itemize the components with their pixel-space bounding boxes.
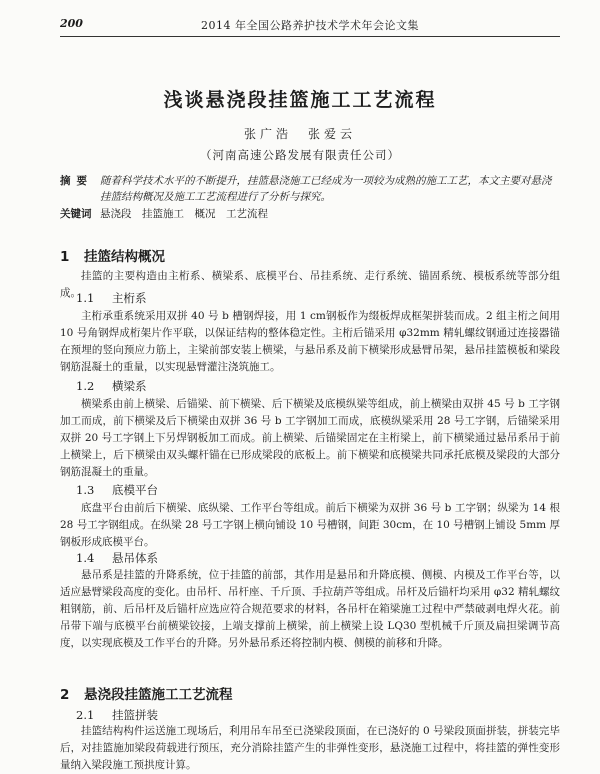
- keywords: [60, 206, 560, 222]
- keywords-text: 悬浇段 挂篮施工 概况 工艺流程: [100, 208, 268, 220]
- subsection-number: 1.3: [76, 483, 95, 497]
- paragraph: 底盘平台由前后下横梁、底纵梁、工作平台等组成。前后下横梁为双拼 36 号 b 工字钢；纵梁为 14 根 28 号工字钢组成。在纵梁 28 号工字钢上横向铺设 10 号槽钢，间距 30cm，在 10 号槽钢上铺设 5mm 厚钢板形成底模平台。: [60, 502, 560, 548]
- running-header: [60, 14, 560, 37]
- section-intro: 挂篮的主要构造由主桁系、横梁系、底模平台、吊挂系统、走行系统、锚固系统、模板系统等部分组成。: [60, 270, 560, 299]
- subsection-heading: [76, 550, 158, 566]
- abstract-text: 随着科学技术水平的不断提升，挂篮悬浇施工已经成为一项较为成熟的施工工艺，本文主要对悬浇挂篮结构概况及施工工艺流程进行了分析与探究。: [100, 175, 552, 203]
- paragraph: 悬吊系是挂篮的升降系统，位于挂篮的前部，其作用是悬吊和升降底模、侧模、内模及工作平台等，以适应悬臂梁段高度的变化。由吊杆、吊杆座、千斤顶、手拉葫芦等组成。吊杆及后锚杆均采用 φ32 精轧螺纹粗钢筋，前、后吊杆及后锚杆应选应符合规范要求的材料，各吊杆在箱梁施工过程中严禁破剥电焊火花。前吊带下端与底模平台前横梁铰接，上端支撑前上横梁，前上横梁上设 LQ30 型机械千斤顶及扁担梁调节高度，以实现底模及工作平台的升降。另外悬吊系还将控制内模、侧模的前移和升降。: [60, 569, 560, 649]
- section-title: 挂篮结构概况: [84, 249, 165, 265]
- subsection-heading: [76, 707, 158, 723]
- subsection-number: 1.2: [76, 379, 95, 393]
- subsection-title: 挂篮拼装: [112, 708, 158, 722]
- subsection-heading: [76, 378, 147, 394]
- subsection-number: 1.4: [76, 551, 95, 565]
- section-number: 2: [60, 687, 70, 703]
- abstract: [60, 173, 560, 205]
- keywords-label: 关键词: [60, 208, 92, 220]
- section-title: 悬浇段挂篮施工工艺流程: [84, 687, 233, 703]
- paragraph: 挂篮结构构件运送施工现场后，利用吊车吊至已浇梁段顶面，在已浇好的 0 号梁段顶面拼装，拼装完毕后，对挂篮施加梁段荷载进行预压，充分消除挂篮产生的非弹性变形，悬浇施工过程中，将挂篮的弹性变形量纳入梁段施工预拱度计算。: [60, 725, 560, 771]
- section-number: 1: [60, 249, 70, 265]
- subsection-title: 底模平台: [112, 483, 158, 497]
- running-title: 2014 年全国公路养护技术学术年会论文集: [201, 19, 419, 32]
- article-title: 浅谈悬浇段挂篮施工工艺流程: [163, 89, 437, 111]
- subsection-number: 2.1: [76, 708, 95, 722]
- section-heading-2: [60, 683, 233, 703]
- subsection-title: 主桁系: [112, 291, 147, 305]
- affiliation: （河南高速公路发展有限责任公司）: [200, 148, 400, 162]
- subsection-title: 悬吊体系: [112, 551, 158, 565]
- paragraph: 主桁承重系统采用双拼 40 号 b 槽钢焊接，用 1 cm钢板作为缀板焊成框架拼装而成。2 组主桁之间用 10 号角钢焊成桁架片作平联，以保证结构的整体稳定性。主桁后锚采用 φ32mm 精轧螺纹钢通过连接器锚在预埋的竖向预应力筋上，主梁前部安装上横梁，与悬吊系及前下横梁形成悬臂吊架，悬吊挂篮模板和梁段钢筋混凝土的重量，以实现悬臂灌注浇筑施工。: [60, 310, 560, 373]
- paragraph: 横梁系由前上横梁、后锚梁、前下横梁、后下横梁及底模纵梁等组成，前上横梁由双拼 45 号 b 工字钢加工而成，前下横梁及后下横梁由双拼 36 号 b 工字钢加工而成，底模纵梁采用 28 号工字钢，后锚梁采用双拼 20 号工字钢上下另焊钢板加工而成。前上横梁、后锚梁固定在主桁梁上，前下横梁通过悬吊系吊于前上横梁上，后下横梁由双头螺杆锚在已形成梁段的底板上。前下横梁和底模梁共同承托底模及梁段的大部分钢筋混凝土的重量。: [60, 398, 560, 478]
- subsection-heading: [76, 482, 158, 498]
- abstract-label: 摘要: [60, 175, 93, 187]
- page-number: 200: [60, 17, 83, 30]
- subsection-heading: [76, 290, 147, 306]
- subsection-title: 横梁系: [112, 379, 147, 393]
- subsection-number: 1.1: [76, 291, 95, 305]
- section-heading-1: [60, 245, 165, 265]
- authors: 张广浩 张爱云: [243, 127, 356, 141]
